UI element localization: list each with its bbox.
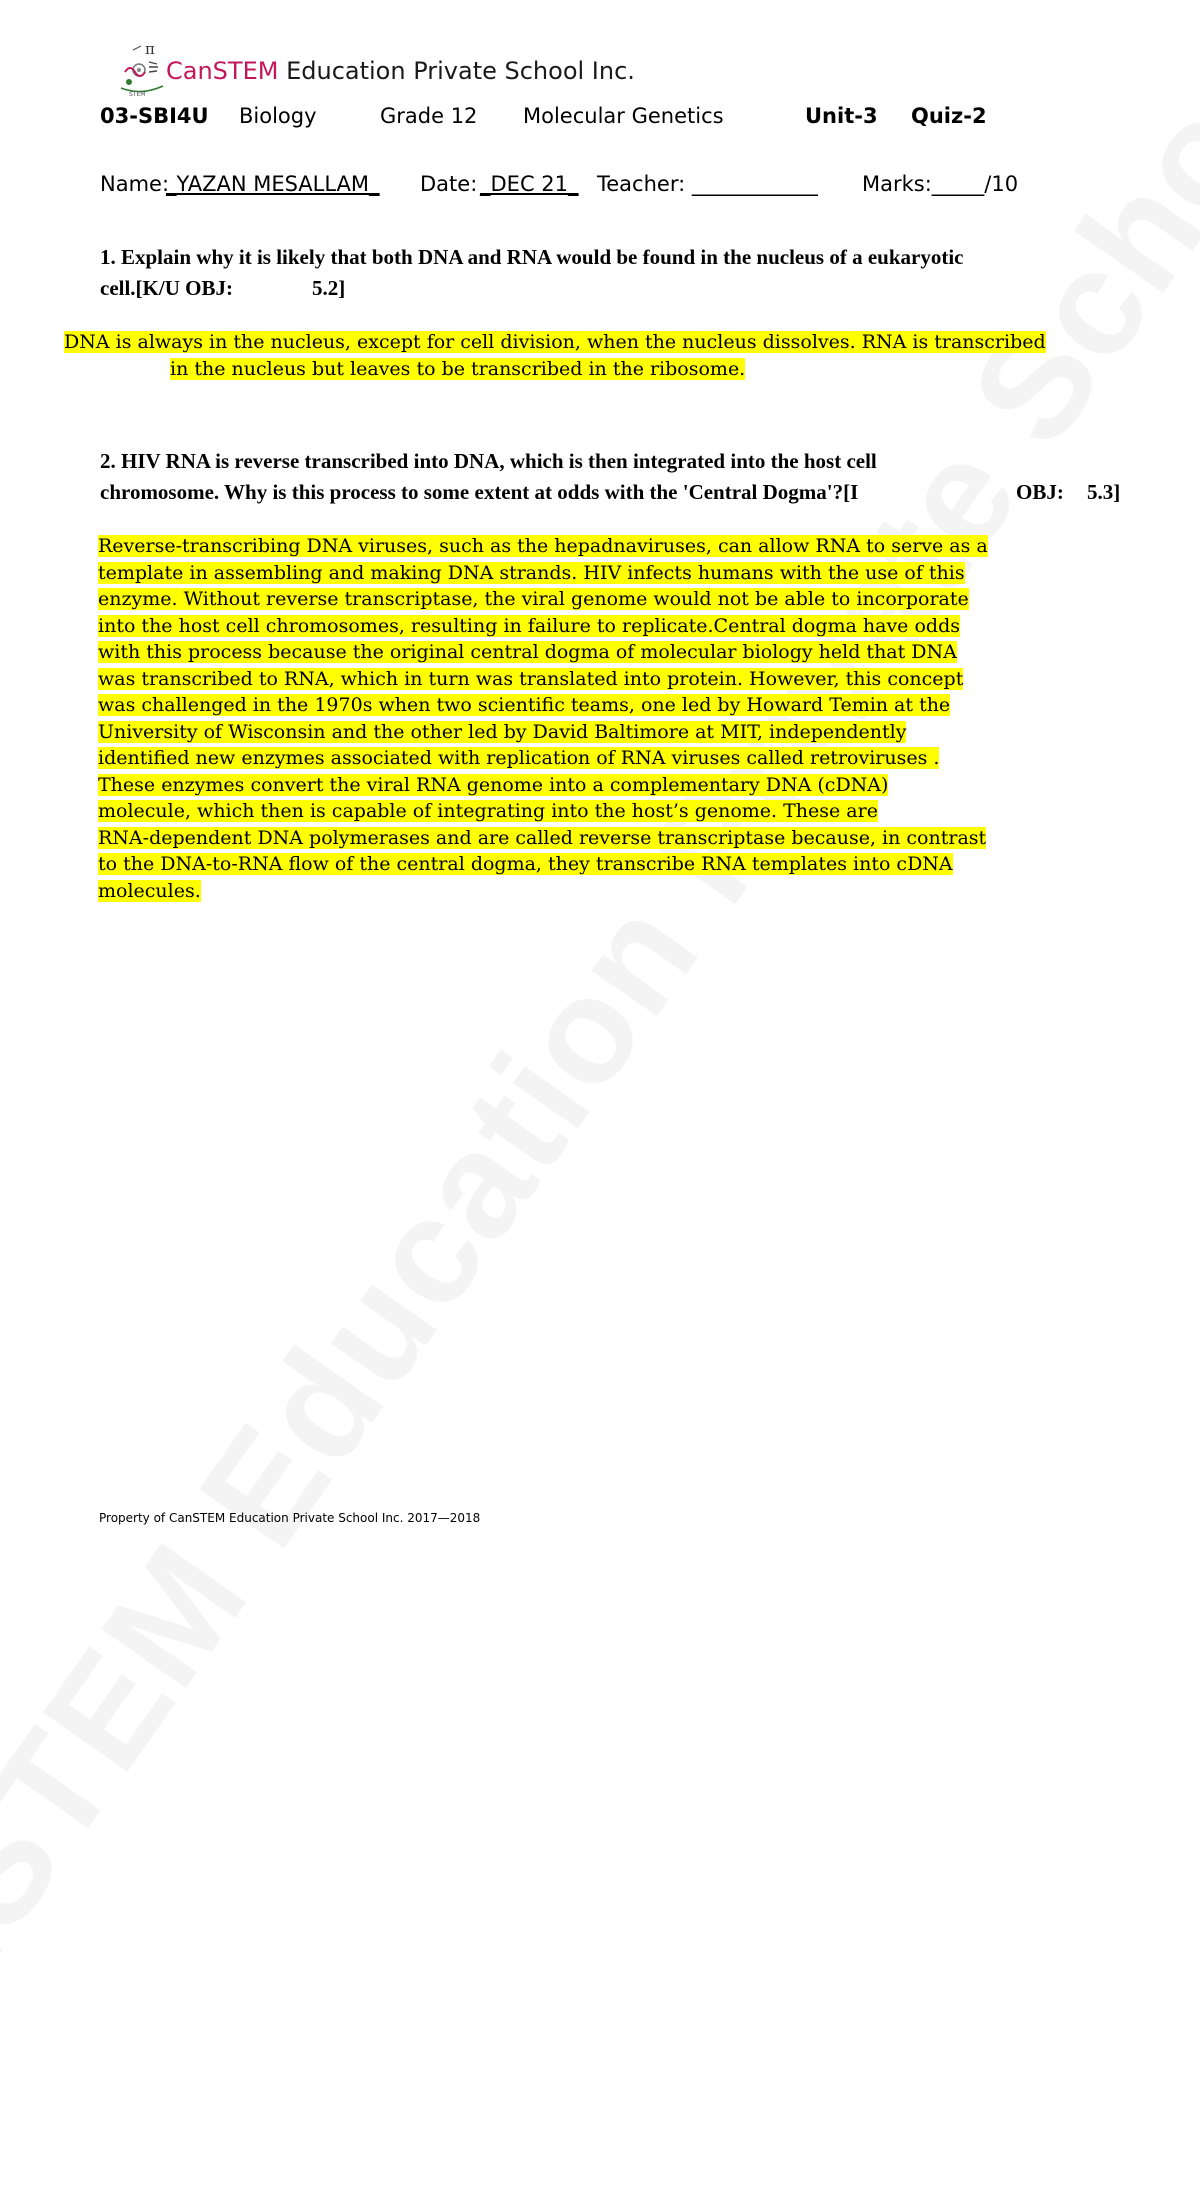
- question-1-line-1: 1. Explain why it is likely that both DNA and RNA would be found in the nucleus of a eukaryotic: [100, 245, 964, 269]
- question-2-line-2: chromosome. Why is this process to some extent at odds with the 'Central Dogma'?[I: [100, 480, 859, 504]
- answer-2-line: University of Wisconsin and the other led by David Baltimore at MIT, independently: [98, 720, 907, 743]
- course-subject: Biology: [239, 104, 317, 128]
- name-label: Name:: [100, 172, 170, 196]
- answer-1-line-1: DNA is always in the nucleus, except for cell division, when the nucleus dissolves. RNA is transcribed: [64, 331, 1046, 353]
- school-name-rest: Education Private School Inc.: [278, 57, 635, 85]
- course-topic: Molecular Genetics: [523, 104, 724, 128]
- footer-copyright: Property of CanSTEM Education Private School Inc. 2017—2018: [99, 1511, 481, 1525]
- question-2: [100, 446, 1121, 508]
- answer-2-line: with this process because the original central dogma of molecular biology held that DNA: [98, 641, 957, 663]
- answer-2-line: into the host cell chromosomes, resulting in failure to replicate.Central dogma have odds: [98, 614, 960, 637]
- name-value: _YAZAN MESALLAM_: [166, 172, 380, 196]
- answer-2-line: to the DNA-to-RNA flow of the central dogma, they transcribe RNA templates into cDNA: [98, 853, 953, 875]
- course-quiz: Quiz-2: [911, 104, 987, 128]
- answer-2-line: identified new enzymes associated with replication of RNA viruses called retroviruses .: [98, 747, 940, 769]
- answer-1-line-2: in the nucleus but leaves to be transcribed in the ribosome.: [170, 358, 746, 380]
- question-1: [100, 242, 964, 304]
- question-1-objective-number: 5.2]: [312, 276, 346, 300]
- question-2-line-1: 2. HIV RNA is reverse transcribed into DNA, which is then integrated into the host cell: [100, 449, 877, 473]
- date-label: Date:: [420, 172, 478, 196]
- date-value: _DEC 21_: [480, 172, 579, 196]
- course-grade: Grade 12: [380, 104, 478, 128]
- marks-label: Marks:_____/10: [862, 172, 1019, 196]
- answer-2-line: molecule, which then is capable of integrating into the host’s genome. These are: [98, 800, 878, 822]
- answer-2-line: molecules.: [98, 879, 201, 902]
- answer-2: [98, 533, 1098, 904]
- answer-2-line: template in assembling and making DNA strands. HIV infects humans with the use of this: [98, 561, 965, 584]
- course-unit: Unit-3: [805, 104, 878, 128]
- answer-2-line: enzyme. Without reverse transcriptase, the viral genome would not be able to incorporate: [98, 588, 969, 610]
- answer-2-line: Reverse-transcribing DNA viruses, such as the hepadnaviruses, can allow RNA to serve as a: [98, 535, 988, 557]
- course-code: 03-SBI4U: [100, 104, 209, 128]
- answer-2-line: was transcribed to RNA, which in turn was translated into protein. However, this concept: [98, 667, 964, 690]
- canstem-logo-icon: [115, 40, 173, 98]
- question-2-objective-label: OBJ:: [1016, 480, 1064, 504]
- svg-text:STEM: STEM: [129, 91, 146, 98]
- answer-2-line: RNA-dependent DNA polymerases and are called reverse transcriptase because, in contrast: [98, 826, 987, 849]
- teacher-label: Teacher: ____________: [597, 172, 818, 196]
- answer-2-line: was challenged in the 1970s when two scientific teams, one led by Howard Temin at the: [98, 694, 951, 716]
- school-name: [166, 57, 635, 85]
- svg-text:π: π: [145, 40, 155, 58]
- question-1-objective: cell.[K/U OBJ:: [100, 276, 233, 300]
- question-2-objective-number: 5.3]: [1087, 480, 1121, 504]
- answer-2-line: These enzymes convert the viral RNA genome into a complementary DNA (cDNA): [98, 773, 889, 796]
- answer-1: [64, 329, 1144, 383]
- school-brand: CanSTEM: [166, 57, 279, 85]
